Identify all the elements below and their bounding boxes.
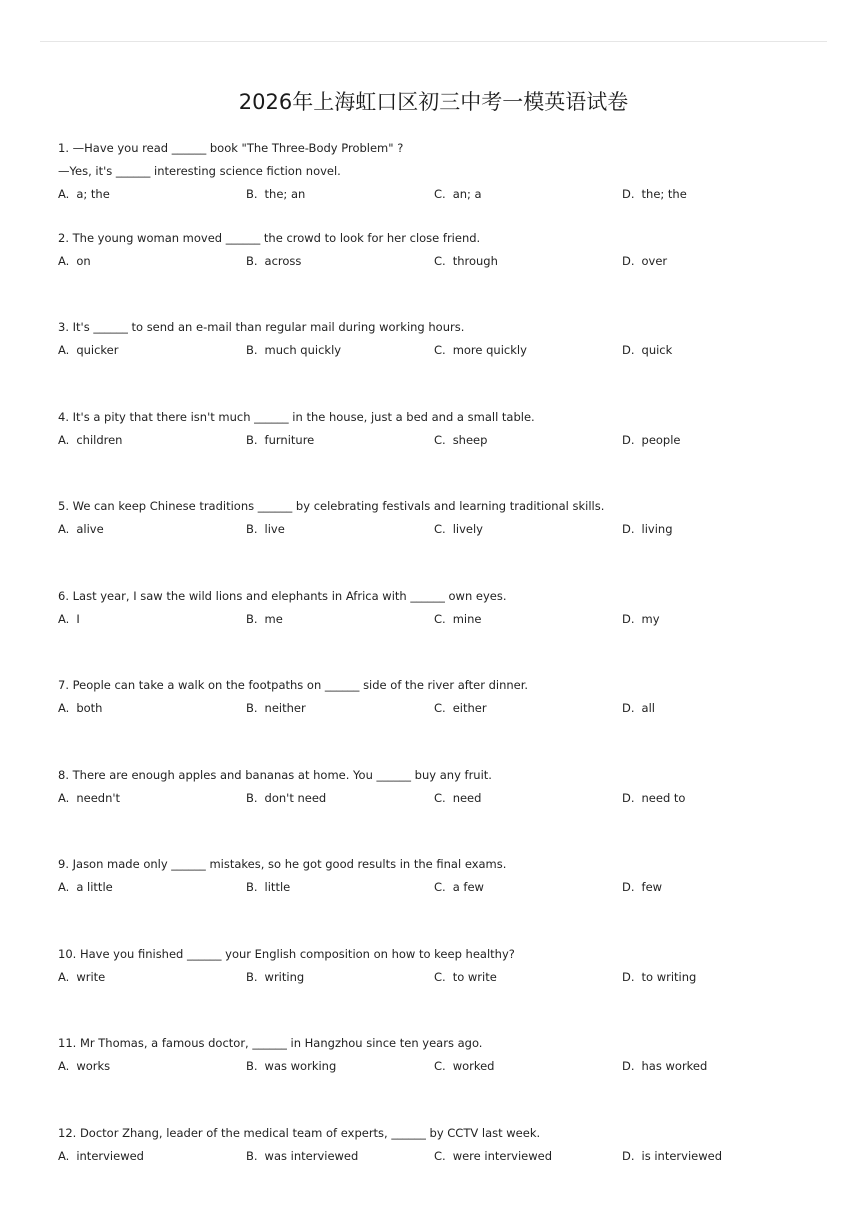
option-text: quick <box>641 343 673 357</box>
answer-options <box>58 608 838 631</box>
option-text: across <box>264 253 302 268</box>
answer-option-c <box>434 1055 494 1078</box>
option-letter: A. <box>58 253 70 268</box>
answer-options <box>58 518 838 541</box>
question-stem: 2. The young woman moved ______ the crowd to look for her close friend. <box>58 230 481 245</box>
option-letter: C. <box>434 253 446 268</box>
question-stem: 3. It's ______ to send an e-mail than regular mail during working hours. <box>58 320 465 334</box>
option-text: quicker <box>76 343 119 357</box>
answer-option-d <box>622 518 673 541</box>
answer-option-b <box>246 787 326 810</box>
option-letter: D. <box>622 1059 635 1073</box>
option-letter: D. <box>622 1148 635 1163</box>
option-letter: B. <box>246 701 258 715</box>
answer-option-c <box>434 608 481 631</box>
header-divider <box>40 41 827 42</box>
option-letter: A. <box>58 1148 70 1163</box>
option-text: the; the <box>641 187 687 201</box>
option-letter: C. <box>434 522 446 536</box>
answer-option-d <box>622 1055 707 1078</box>
option-letter: B. <box>246 969 258 984</box>
answer-option-c <box>434 876 484 899</box>
answer-option-d <box>622 339 672 362</box>
option-text: has worked <box>641 1059 708 1073</box>
answer-option-a <box>58 183 110 206</box>
option-text: a few <box>452 880 484 894</box>
option-letter: B. <box>246 880 258 894</box>
answer-options <box>58 339 838 362</box>
option-text: my <box>641 611 660 626</box>
question-stem: 5. We can keep Chinese traditions ______ by celebrating festivals and learning traditional skills. <box>58 499 605 513</box>
question-stem: 4. It's a pity that there isn't much ______ in the house, just a bed and a small table. <box>58 409 535 424</box>
question-stem: 10. Have you finished ______ your English composition on how to keep healthy? <box>58 946 515 961</box>
option-letter: B. <box>246 343 258 357</box>
answer-option-c <box>434 250 498 273</box>
option-letter: A. <box>58 880 70 894</box>
answer-option-a <box>58 518 104 541</box>
option-text: need <box>452 790 482 805</box>
option-letter: C. <box>434 187 446 201</box>
answer-option-b <box>246 697 306 720</box>
answer-options <box>58 1055 838 1078</box>
answer-option-b <box>246 876 290 899</box>
answer-options <box>58 787 838 810</box>
answer-option-c <box>434 429 487 452</box>
answer-option-a <box>58 697 102 720</box>
option-letter: D. <box>622 522 635 536</box>
option-text: more quickly <box>452 343 527 357</box>
option-text: to write <box>452 969 497 984</box>
answer-option-b <box>246 183 305 206</box>
option-text: I <box>76 611 80 626</box>
answer-options <box>58 697 838 720</box>
option-letter: C. <box>434 969 446 984</box>
option-letter: C. <box>434 790 446 805</box>
option-text: sheep <box>452 432 488 447</box>
question-item <box>58 1122 838 1212</box>
answer-option-d <box>622 183 687 206</box>
answer-options <box>58 876 838 899</box>
question-stem: 11. Mr Thomas, a famous doctor, ______ in Hangzhou since ten years ago. <box>58 1036 483 1050</box>
answer-option-b <box>246 1055 336 1078</box>
question-stem-continued: —Yes, it's ______ interesting science fiction novel. <box>58 164 341 178</box>
question-stem: 1. —Have you read ______ book "The Three-Body Problem" ? <box>58 141 404 155</box>
option-letter: C. <box>434 701 446 715</box>
option-text: both <box>76 701 103 715</box>
option-text: a little <box>76 880 113 894</box>
option-letter: C. <box>434 343 446 357</box>
answer-option-b <box>246 608 283 631</box>
option-letter: B. <box>246 522 258 536</box>
option-text: all <box>641 701 655 715</box>
question-stem: 8. There are enough apples and bananas at home. You ______ buy any fruit. <box>58 767 492 782</box>
option-letter: A. <box>58 701 70 715</box>
option-text: neither <box>264 701 306 715</box>
answer-option-c <box>434 787 481 810</box>
option-letter: D. <box>622 701 635 715</box>
option-text: little <box>264 880 291 894</box>
question-stem: 7. People can take a walk on the footpaths on ______ side of the river after dinner. <box>58 678 529 692</box>
option-text: either <box>452 701 487 715</box>
option-text: people <box>641 432 681 447</box>
answer-option-c <box>434 697 487 720</box>
answer-option-c <box>434 518 483 541</box>
option-letter: B. <box>246 611 258 626</box>
option-letter: A. <box>58 969 70 984</box>
answer-options <box>58 966 838 989</box>
option-text: few <box>641 880 663 894</box>
answer-option-c <box>434 966 497 989</box>
answer-option-a <box>58 429 122 452</box>
question-stem: 12. Doctor Zhang, leader of the medical team of experts, ______ by CCTV last week. <box>58 1125 541 1140</box>
option-letter: D. <box>622 790 635 805</box>
answer-options <box>58 1145 838 1168</box>
option-text: on <box>76 253 91 268</box>
answer-option-b <box>246 966 304 989</box>
option-text: an; a <box>452 187 482 201</box>
option-letter: C. <box>434 1059 446 1073</box>
option-text: a; the <box>76 187 110 201</box>
answer-option-a <box>58 787 120 810</box>
option-letter: B. <box>246 1148 258 1163</box>
option-letter: D. <box>622 343 635 357</box>
option-letter: B. <box>246 432 258 447</box>
option-letter: C. <box>434 432 446 447</box>
answer-option-a <box>58 1145 144 1168</box>
option-letter: D. <box>622 187 635 201</box>
answer-option-d <box>622 429 681 452</box>
answer-option-b <box>246 429 314 452</box>
option-text: needn't <box>76 790 121 805</box>
option-text: much quickly <box>264 343 342 357</box>
option-letter: D. <box>622 969 635 984</box>
option-letter: D. <box>622 880 635 894</box>
option-text: through <box>452 253 498 268</box>
option-letter: B. <box>246 187 258 201</box>
page-title: 2026年上海虹口区初三中考一模英语试卷 <box>238 90 629 115</box>
question-item <box>58 853 838 943</box>
option-text: don't need <box>264 790 327 805</box>
option-letter: A. <box>58 522 70 536</box>
option-text: children <box>76 432 123 447</box>
option-letter: B. <box>246 253 258 268</box>
option-letter: A. <box>58 790 70 805</box>
answer-option-d <box>622 608 660 631</box>
answer-option-c <box>434 183 482 206</box>
option-text: live <box>264 522 285 536</box>
option-letter: D. <box>622 611 635 626</box>
question-item <box>58 1032 838 1122</box>
option-text: mine <box>452 611 482 626</box>
question-list <box>58 137 838 1211</box>
question-item <box>58 406 838 496</box>
option-letter: A. <box>58 432 70 447</box>
question-item <box>58 227 838 317</box>
answer-option-a <box>58 876 113 899</box>
answer-option-b <box>246 339 341 362</box>
option-text: need to <box>641 790 686 805</box>
option-letter: C. <box>434 880 446 894</box>
answer-option-a <box>58 608 80 631</box>
answer-option-b <box>246 518 285 541</box>
question-stem: 9. Jason made only ______ mistakes, so he got good results in the final exams. <box>58 857 507 871</box>
question-item <box>58 943 838 1033</box>
answer-option-d <box>622 697 655 720</box>
option-letter: B. <box>246 1059 258 1073</box>
option-letter: C. <box>434 611 446 626</box>
answer-option-d <box>622 876 662 899</box>
option-letter: D. <box>622 253 635 268</box>
answer-option-a <box>58 250 91 273</box>
option-text: furniture <box>264 432 315 447</box>
option-text: interviewed <box>76 1148 144 1163</box>
option-letter: A. <box>58 611 70 626</box>
option-text: is interviewed <box>641 1148 723 1163</box>
answer-option-d <box>622 966 696 989</box>
option-text: living <box>641 522 673 536</box>
answer-option-d <box>622 1145 722 1168</box>
option-text: worked <box>452 1059 495 1073</box>
question-item <box>58 495 838 585</box>
option-text: the; an <box>264 187 306 201</box>
question-item <box>58 674 838 764</box>
option-letter: B. <box>246 790 258 805</box>
answer-option-a <box>58 339 119 362</box>
option-text: works <box>76 1059 111 1073</box>
option-letter: A. <box>58 343 70 357</box>
answer-options <box>58 429 838 452</box>
answer-option-d <box>622 787 685 810</box>
answer-option-b <box>246 1145 358 1168</box>
question-item <box>58 764 838 854</box>
answer-option-d <box>622 250 667 273</box>
option-text: were interviewed <box>452 1148 553 1163</box>
question-item <box>58 137 838 227</box>
option-letter: A. <box>58 187 70 201</box>
option-text: over <box>641 253 668 268</box>
question-item <box>58 585 838 675</box>
option-letter: D. <box>622 432 635 447</box>
option-text: was working <box>264 1059 337 1073</box>
option-text: writing <box>264 969 305 984</box>
option-text: was interviewed <box>264 1148 359 1163</box>
question-item <box>58 316 838 406</box>
answer-option-b <box>246 250 301 273</box>
answer-option-c <box>434 339 527 362</box>
answer-option-c <box>434 1145 552 1168</box>
option-text: alive <box>76 522 104 536</box>
option-text: write <box>76 969 106 984</box>
option-letter: C. <box>434 1148 446 1163</box>
answer-option-a <box>58 1055 110 1078</box>
answer-option-a <box>58 966 105 989</box>
answer-options <box>58 250 838 273</box>
question-stem: 6. Last year, I saw the wild lions and elephants in Africa with ______ own eyes. <box>58 588 507 603</box>
option-text: to writing <box>641 969 697 984</box>
answer-options <box>58 183 838 206</box>
option-letter: A. <box>58 1059 70 1073</box>
option-text: me <box>264 611 283 626</box>
option-text: lively <box>452 522 483 536</box>
